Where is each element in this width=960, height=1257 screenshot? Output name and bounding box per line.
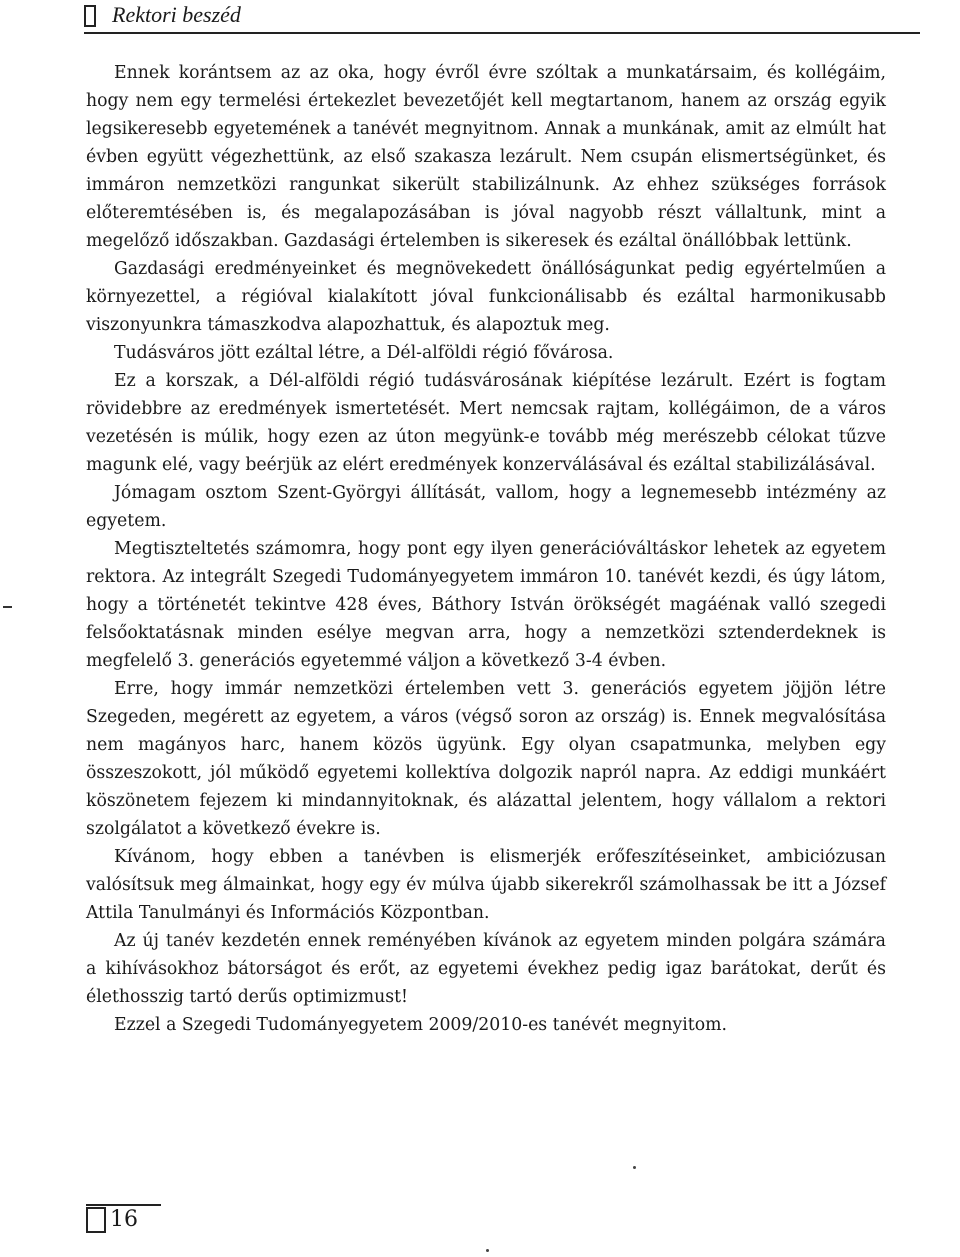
- paragraph: Erre, hogy immár nemzetközi értelemben vett 3. generációs egyetem jöjjön létre Szegeden, megérett az egyetem, a város (végső soron az ország) is. Ennek megvalósítása nem magányos harc, hanem közös ügyünk. Egy olyan csapatmunka, melyben egy összeszokott, jól működő egyetemi kollektíva dolgozik napról napra. Az eddigi munkáért köszönetem fejezem ki mindannyitoknak, és alázattal jelentem, hogy vállalom a rektori szolgálatot a következő évekre is.: [86, 679, 886, 839]
- paragraph: Gazdasági eredményeinket és megnövekedett önállóságunkat pedig egyértelműen a környezettel, a régióval kialakított jóval funkcionálisabb és ezáltal harmonikusabb viszonyunkra támaszkodva alapozhattuk, és alapoztuk meg.: [86, 259, 886, 335]
- paragraph: Tudásváros jött ezáltal létre, a Dél-alföldi régió fővárosa.: [114, 343, 614, 363]
- paragraph: Ezzel a Szegedi Tudományegyetem 2009/2010-es tanévét megnyitom.: [114, 1015, 728, 1035]
- header-rule: [84, 32, 920, 34]
- footer-box-ornament: [86, 1207, 106, 1233]
- margin-mark: [3, 606, 12, 608]
- page-number: 16: [110, 1207, 138, 1232]
- paragraph: Megtiszteltetés számomra, hogy pont egy ilyen generációváltáskor lehetek az egyetem rektora. Az integrált Szegedi Tudományegyetem immáron 10. tanévét kezdi, és úgy látom, hogy a történetét tekintve 428 éves, Báthory István örökségét magáénak valló szegedi felsőoktatásnak minden esélye megvan arra, hogy a nemzetközi sztenderdeknek is megfelelő 3. generációs egyetemmé váljon a következő 3-4 évben.: [86, 539, 886, 671]
- scan-speck: [486, 1249, 489, 1252]
- paragraph: Jómagam osztom Szent-Györgyi állítását, vallom, hogy a legnemesebb intézmény az egyetem.: [86, 483, 886, 531]
- speech-body: [86, 59, 886, 1039]
- paragraph: Kívánom, hogy ebben a tanévben is elismerjék erőfeszítéseinket, ambiciózusan valósítsuk meg álmainkat, hogy egy év múlva újabb sikerekről számolhassak be itt a József Attila Tanulmányi és Információs Központban.: [86, 847, 886, 923]
- header-title: Rektori beszéd: [112, 2, 241, 27]
- running-header: [84, 2, 920, 28]
- paragraph: Ennek korántsem az az oka, hogy évről évre szóltak a munkatársaim, és kollégáim, hogy nem egy termelési értekezlet bevezetőjét kell megtartanom, hanem az ország egyik legsikeresebb egyetemének a tanévét megnyitnom. Annak a munkának, amit az elmúlt hat évben együtt végezhettünk, az első szakasza lezárult. Nem csupán elismertségünket, és immáron nemzetközi rangunkat sikerült stabilizálnunk. Az ehhez szükséges források előteremtésében is, és megalapozásában is jóval nagyobb részt vállaltunk, mint a megelőző időszakban. Gazdasági értelemben is sikeresek és ezáltal önállóbbak lettünk.: [86, 63, 886, 251]
- scan-speck: [633, 1166, 636, 1169]
- header-box-ornament: [84, 5, 96, 27]
- paragraph: Az új tanév kezdetén ennek reményében kívánok az egyetem minden polgára számára a kihívásokhoz bátorságot és erőt, az egyetemi évekhez pedig igaz barátokat, derűt és élethosszig tartó derűs optimizmust!: [86, 931, 886, 1007]
- page-footer: [86, 1206, 166, 1236]
- paragraph: Ez a korszak, a Dél-alföldi régió tudásvárosának kiépítése lezárult. Ezért is fogtam rövidebbre az eredmények ismertetését. Mert nemcsak rajtam, kollégáimon, de a város vezetésén is múlik, hogy ezen az úton megyünk-e tovább még merészebb célokat tűzve magunk elé, vagy beérjük az elért eredmények konzerválásával és ezáltal stabilizálásával.: [86, 371, 886, 475]
